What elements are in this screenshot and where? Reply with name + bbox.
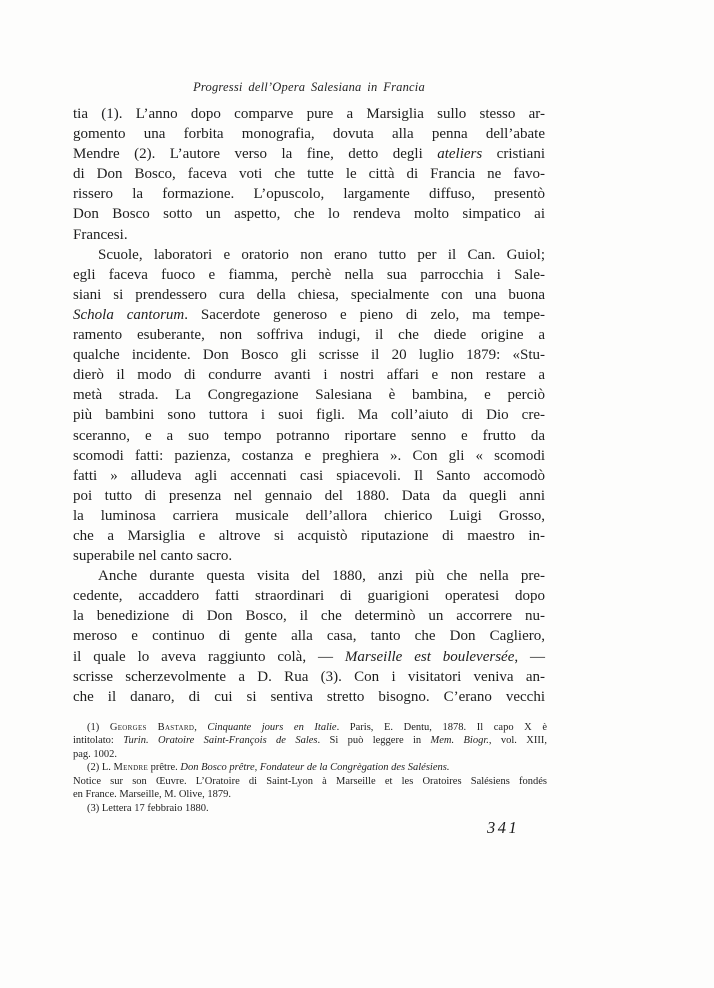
text-line: scrisse scherzevolmente a D. Rua (3). Con i visitatori veniva an- xyxy=(73,668,545,685)
footnote-line: Notice sur son Œuvre. L’Oratoire di Saint-Lyon à Marseille et les Oratoires Salésiens fondés xyxy=(73,775,547,787)
text-line: che il danaro, di cui si sentiva stretto bisogno. C’erano vecchi xyxy=(73,688,545,705)
text-line: dierò il modo di condurre avanti i nostri affari e non restare a xyxy=(73,367,545,384)
footnote-line: pag. 1002. xyxy=(73,748,118,760)
text-line: Scuole, laboratori e oratorio non erano tutto per il Can. Guiol; xyxy=(98,246,545,263)
text-line: tia (1). L’anno dopo comparve pure a Marsiglia sullo stesso ar- xyxy=(73,106,545,122)
text-line: siani si prendessero cura della chiesa, specialmente con una buona xyxy=(73,286,545,303)
body-text xyxy=(73,104,545,707)
text-line: metà strada. La Congregazione Salesiana è bambina, e perciò xyxy=(73,387,545,404)
footnote-line: intitolato: Turin. Oratoire Saint-François de Sales. Si può leggere in Mem. Biogr., vol. XIII, xyxy=(73,735,547,747)
text-line: Don Bosco sotto un aspetto, che lo rendeva molto simpatico ai xyxy=(73,206,545,223)
text-line: sceranno, e a suo tempo potranno riportare senno e frutto da xyxy=(73,427,545,444)
text-line: qualche incidente. Don Bosco gli scrisse il 20 luglio 1879: «Stu- xyxy=(73,347,545,364)
text-line: scomodi fatti: pazienza, costanza e preghiera ». Con gli « scomodi xyxy=(73,447,545,464)
footnote-line: en France. Marseille, M. Olive, 1879. xyxy=(73,789,232,801)
footnote-line: (2) L. Mendre prêtre. Don Bosco prêtre, Fondateur de la Congrègation des Salésiens. xyxy=(87,762,450,774)
text-line: Francesi. xyxy=(73,226,128,243)
small-caps-name: Georges Bastard xyxy=(109,722,195,733)
text-line: ramento esuberante, non soffriva indugi, il che diede origine a xyxy=(73,327,545,344)
text-line: rissero la formazione. L’opuscolo, largamente diffuso, presentò xyxy=(73,186,545,203)
page-number: 341 xyxy=(487,818,520,837)
text-line: gomento una forbita monografia, dovuta alla penna dell’abate xyxy=(73,126,545,143)
text-line: che a Marsiglia e altrove si acquistò riputazione di maestro in- xyxy=(73,527,545,544)
small-caps-name: Mendre xyxy=(113,762,149,774)
running-head: Progressi dell’Opera Salesiana in Francia xyxy=(193,80,425,94)
text-line: la luminosa carriera musicale dell’allora chierico Luigi Grosso, xyxy=(73,507,545,524)
text-line: di Don Bosco, faceva voti che tutte le città di Francia ne favo- xyxy=(73,166,545,183)
footnote-line: (3) Lettera 17 febbraio 1880. xyxy=(87,802,209,814)
footnote-line: (1) Georges Bastard, Cinquante jours en Italie. Paris, E. Dentu, 1878. Il capo X è xyxy=(87,722,547,733)
text-line: poi tutto di presenza nel gennaio del 1880. Data da quegli anni xyxy=(73,487,545,504)
text-line: fatti » alludeva agli accennati casi spiacevoli. Il Santo accomodò xyxy=(73,467,545,484)
text-line: meroso e continuo di gente alla casa, tanto che Don Cagliero, xyxy=(73,628,545,645)
text-line: Mendre (2). L’autore verso la fine, detto degli ateliers cristiani xyxy=(73,146,545,163)
text-line: Anche durante questa visita del 1880, anzi più che nella pre- xyxy=(98,568,545,585)
text-line: la benedizione di Don Bosco, il che determinò un accorrere nu- xyxy=(73,608,545,625)
text-line: superabile nel canto sacro. xyxy=(73,548,233,565)
text-line: cedente, accaddero fatti straordinari di guarigioni operatesi dopo xyxy=(73,588,545,605)
text-line: più bambini sono tuttora i suoi figli. Ma coll’aiuto di Dio cre- xyxy=(73,407,545,424)
text-line: Schola cantorum. Sacerdote generoso e pieno di zelo, ma tempe- xyxy=(73,306,545,323)
footnotes xyxy=(73,721,547,815)
text-line: egli faceva fuoco e fiamma, perchè nella sua parrocchia i Sale- xyxy=(73,266,545,283)
text-line: il quale lo aveva raggiunto colà, — Marseille est bouleversée, — xyxy=(73,648,546,665)
